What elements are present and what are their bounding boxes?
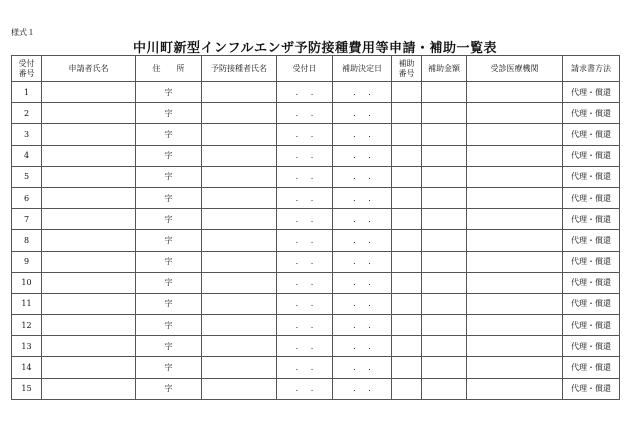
subsidy-no-cell	[392, 230, 422, 251]
vaccinee-name-cell	[202, 357, 277, 378]
subsidy-no-cell	[392, 251, 422, 272]
applicant-name-cell	[42, 103, 136, 124]
subsidy-no-cell	[392, 336, 422, 357]
applicant-name-cell	[42, 378, 136, 399]
address-cell: 字	[136, 187, 202, 208]
header-vaccinee-name: 予防接種者氏名	[202, 56, 277, 82]
decision-date-cell: . .	[333, 82, 392, 103]
billing-method-cell: 代理・償還	[563, 293, 620, 314]
header-address: 住 所	[136, 56, 202, 82]
address-cell: 字	[136, 378, 202, 399]
subsidy-no-cell	[392, 357, 422, 378]
row-number: 12	[12, 315, 42, 336]
reception-date-cell: . .	[277, 336, 333, 357]
application-table	[11, 55, 620, 400]
decision-date-cell: . .	[333, 293, 392, 314]
billing-method-cell: 代理・償還	[563, 145, 620, 166]
row-number: 14	[12, 357, 42, 378]
medical-institution-cell	[467, 293, 563, 314]
subsidy-no-cell	[392, 82, 422, 103]
billing-method-cell: 代理・償還	[563, 166, 620, 187]
table-row	[12, 187, 620, 208]
table-row	[12, 82, 620, 103]
vaccinee-name-cell	[202, 124, 277, 145]
address-cell: 字	[136, 315, 202, 336]
reception-date-cell: . .	[277, 209, 333, 230]
subsidy-no-cell	[392, 166, 422, 187]
header-reception-no	[12, 56, 42, 82]
address-cell: 字	[136, 272, 202, 293]
medical-institution-cell	[467, 166, 563, 187]
subsidy-amount-cell	[422, 357, 467, 378]
billing-method-cell: 代理・償還	[563, 103, 620, 124]
row-number: 8	[12, 230, 42, 251]
row-number: 3	[12, 124, 42, 145]
decision-date-cell: . .	[333, 124, 392, 145]
subsidy-amount-cell	[422, 293, 467, 314]
billing-method-cell: 代理・償還	[563, 336, 620, 357]
medical-institution-cell	[467, 124, 563, 145]
reception-date-cell: . .	[277, 124, 333, 145]
table-row	[12, 103, 620, 124]
billing-method-cell: 代理・償還	[563, 357, 620, 378]
billing-method-cell: 代理・償還	[563, 272, 620, 293]
vaccinee-name-cell	[202, 251, 277, 272]
subsidy-no-cell	[392, 145, 422, 166]
row-number: 7	[12, 209, 42, 230]
vaccinee-name-cell	[202, 103, 277, 124]
subsidy-no-cell	[392, 293, 422, 314]
reception-date-cell: . .	[277, 272, 333, 293]
applicant-name-cell	[42, 272, 136, 293]
billing-method-cell: 代理・償還	[563, 187, 620, 208]
applicant-name-cell	[42, 251, 136, 272]
subsidy-amount-cell	[422, 230, 467, 251]
vaccinee-name-cell	[202, 293, 277, 314]
subsidy-amount-cell	[422, 315, 467, 336]
applicant-name-cell	[42, 145, 136, 166]
table-row	[12, 336, 620, 357]
subsidy-amount-cell	[422, 378, 467, 399]
reception-date-cell: . .	[277, 230, 333, 251]
medical-institution-cell	[467, 187, 563, 208]
row-number: 11	[12, 293, 42, 314]
header-subsidy-amount: 補助金額	[422, 56, 467, 82]
medical-institution-cell	[467, 272, 563, 293]
medical-institution-cell	[467, 336, 563, 357]
subsidy-amount-cell	[422, 166, 467, 187]
address-cell: 字	[136, 166, 202, 187]
applicant-name-cell	[42, 315, 136, 336]
address-cell: 字	[136, 251, 202, 272]
subsidy-no-cell	[392, 272, 422, 293]
medical-institution-cell	[467, 230, 563, 251]
medical-institution-cell	[467, 209, 563, 230]
subsidy-no-cell	[392, 103, 422, 124]
medical-institution-cell	[467, 378, 563, 399]
applicant-name-cell	[42, 82, 136, 103]
subsidy-amount-cell	[422, 187, 467, 208]
header-medical-institution: 受診医療機関	[467, 56, 563, 82]
decision-date-cell: . .	[333, 145, 392, 166]
table-header	[12, 56, 620, 82]
decision-date-cell: . .	[333, 230, 392, 251]
row-number: 4	[12, 145, 42, 166]
row-number: 10	[12, 272, 42, 293]
table-row	[12, 251, 620, 272]
subsidy-no-cell	[392, 315, 422, 336]
table-body	[12, 82, 620, 400]
billing-method-cell: 代理・償還	[563, 124, 620, 145]
vaccinee-name-cell	[202, 82, 277, 103]
header-reception-no-line1: 受付	[18, 58, 35, 68]
subsidy-amount-cell	[422, 103, 467, 124]
subsidy-no-cell	[392, 187, 422, 208]
address-cell: 字	[136, 103, 202, 124]
medical-institution-cell	[467, 145, 563, 166]
subsidy-no-cell	[392, 209, 422, 230]
row-number: 9	[12, 251, 42, 272]
decision-date-cell: . .	[333, 251, 392, 272]
reception-date-cell: . .	[277, 82, 333, 103]
address-cell: 字	[136, 230, 202, 251]
row-number: 15	[12, 378, 42, 399]
reception-date-cell: . .	[277, 103, 333, 124]
applicant-name-cell	[42, 357, 136, 378]
subsidy-amount-cell	[422, 251, 467, 272]
address-cell: 字	[136, 124, 202, 145]
table-row	[12, 145, 620, 166]
applicant-name-cell	[42, 336, 136, 357]
table-row	[12, 209, 620, 230]
decision-date-cell: . .	[333, 272, 392, 293]
billing-method-cell: 代理・償還	[563, 209, 620, 230]
medical-institution-cell	[467, 315, 563, 336]
table-row	[12, 315, 620, 336]
reception-date-cell: . .	[277, 251, 333, 272]
table-row	[12, 166, 620, 187]
header-billing-method: 請求書方法	[563, 56, 620, 82]
applicant-name-cell	[42, 230, 136, 251]
page-title: 中川町新型インフルエンザ予防接種費用等申請・補助一覧表	[133, 41, 497, 56]
address-cell: 字	[136, 82, 202, 103]
vaccinee-name-cell	[202, 315, 277, 336]
address-cell: 字	[136, 357, 202, 378]
header-decision-date: 補助決定日	[333, 56, 392, 82]
row-number: 6	[12, 187, 42, 208]
subsidy-amount-cell	[422, 209, 467, 230]
billing-method-cell: 代理・償還	[563, 230, 620, 251]
decision-date-cell: . .	[333, 315, 392, 336]
row-number: 2	[12, 103, 42, 124]
subsidy-no-cell	[392, 124, 422, 145]
medical-institution-cell	[467, 103, 563, 124]
header-reception-date: 受付日	[277, 56, 333, 82]
header-subsidy-no	[392, 56, 422, 82]
form-id: 様式１	[11, 28, 35, 37]
medical-institution-cell	[467, 251, 563, 272]
billing-method-cell: 代理・償還	[563, 315, 620, 336]
decision-date-cell: . .	[333, 187, 392, 208]
vaccinee-name-cell	[202, 336, 277, 357]
header-applicant-name: 申請者氏名	[42, 56, 136, 82]
subsidy-amount-cell	[422, 336, 467, 357]
billing-method-cell: 代理・償還	[563, 251, 620, 272]
header-subsidy-no-line2: 番号	[398, 68, 415, 78]
address-cell: 字	[136, 209, 202, 230]
vaccinee-name-cell	[202, 378, 277, 399]
subsidy-amount-cell	[422, 82, 467, 103]
subsidy-amount-cell	[422, 124, 467, 145]
decision-date-cell: . .	[333, 103, 392, 124]
applicant-name-cell	[42, 293, 136, 314]
decision-date-cell: . .	[333, 378, 392, 399]
vaccinee-name-cell	[202, 145, 277, 166]
decision-date-cell: . .	[333, 357, 392, 378]
address-cell: 字	[136, 145, 202, 166]
row-number: 5	[12, 166, 42, 187]
billing-method-cell: 代理・償還	[563, 82, 620, 103]
decision-date-cell: . .	[333, 166, 392, 187]
reception-date-cell: . .	[277, 315, 333, 336]
reception-date-cell: . .	[277, 145, 333, 166]
table-row	[12, 124, 620, 145]
medical-institution-cell	[467, 357, 563, 378]
applicant-name-cell	[42, 124, 136, 145]
reception-date-cell: . .	[277, 166, 333, 187]
vaccinee-name-cell	[202, 166, 277, 187]
applicant-name-cell	[42, 209, 136, 230]
reception-date-cell: . .	[277, 293, 333, 314]
row-number: 1	[12, 82, 42, 103]
vaccinee-name-cell	[202, 272, 277, 293]
billing-method-cell: 代理・償還	[563, 378, 620, 399]
reception-date-cell: . .	[277, 378, 333, 399]
vaccinee-name-cell	[202, 209, 277, 230]
address-cell: 字	[136, 293, 202, 314]
applicant-name-cell	[42, 166, 136, 187]
applicant-name-cell	[42, 187, 136, 208]
subsidy-no-cell	[392, 378, 422, 399]
header-subsidy-no-line1: 補助	[398, 58, 415, 68]
reception-date-cell: . .	[277, 187, 333, 208]
table-row	[12, 272, 620, 293]
header-reception-no-line2: 番号	[18, 68, 35, 78]
subsidy-amount-cell	[422, 145, 467, 166]
table-row	[12, 378, 620, 399]
row-number: 13	[12, 336, 42, 357]
vaccinee-name-cell	[202, 187, 277, 208]
medical-institution-cell	[467, 82, 563, 103]
subsidy-amount-cell	[422, 272, 467, 293]
decision-date-cell: . .	[333, 336, 392, 357]
table-row	[12, 357, 620, 378]
table-row	[12, 230, 620, 251]
reception-date-cell: . .	[277, 357, 333, 378]
decision-date-cell: . .	[333, 209, 392, 230]
address-cell: 字	[136, 336, 202, 357]
table-row	[12, 293, 620, 314]
vaccinee-name-cell	[202, 230, 277, 251]
